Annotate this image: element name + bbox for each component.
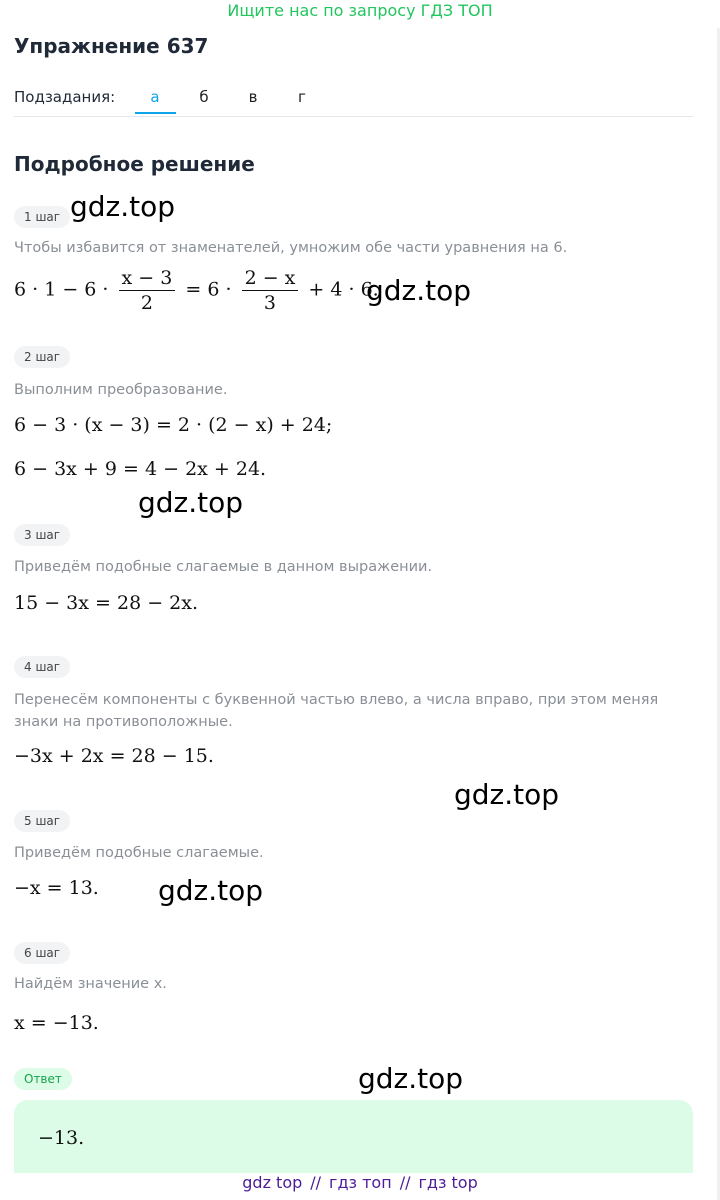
step-6-badge: 6 шаг bbox=[14, 942, 70, 964]
step-4-badge: 4 шаг bbox=[14, 656, 70, 678]
footer-links bbox=[0, 1173, 720, 1192]
watermark: gdz.top bbox=[366, 274, 472, 307]
step-1-equation bbox=[14, 266, 379, 315]
fraction-2-numerator: 2 − x bbox=[242, 266, 299, 291]
step-6-line-1: x = −13. bbox=[14, 1012, 99, 1034]
step-4-line-1: −3x + 2x = 28 − 15. bbox=[14, 745, 214, 767]
tabs-divider bbox=[14, 116, 693, 117]
tab-a[interactable]: а bbox=[150, 88, 160, 106]
watermark: gdz.top bbox=[138, 486, 244, 519]
step-1-badge: 1 шаг bbox=[14, 206, 70, 228]
section-title: Подробное решение bbox=[14, 152, 255, 176]
step-5-text: Приведём подобные слагаемые. bbox=[14, 845, 264, 861]
eq-part-c: + 4 · 6. bbox=[308, 278, 379, 301]
answer-box bbox=[14, 1100, 693, 1173]
footer-separator: // bbox=[310, 1173, 322, 1192]
promo-banner: Ищите нас по запросу ГДЗ ТОП bbox=[227, 1, 493, 20]
step-2-badge: 2 шаг bbox=[14, 346, 70, 368]
step-5-line-1: −x = 13. bbox=[14, 877, 99, 899]
tab-g[interactable]: г bbox=[298, 88, 306, 106]
step-3-line-1: 15 − 3x = 28 − 2x. bbox=[14, 592, 198, 614]
fraction-1 bbox=[119, 266, 176, 315]
page-title: Упражнение 637 bbox=[14, 34, 209, 58]
eq-part-a: 6 · 1 − 6 · bbox=[14, 278, 109, 301]
step-2-text: Выполним преобразование. bbox=[14, 382, 228, 398]
answer-badge: Ответ bbox=[14, 1068, 72, 1090]
watermark: gdz.top bbox=[358, 1062, 464, 1095]
step-5-badge: 5 шаг bbox=[14, 810, 70, 832]
subtasks-label: Подзадания: bbox=[14, 88, 116, 106]
step-2-line-2: 6 − 3x + 9 = 4 − 2x + 24. bbox=[14, 458, 267, 480]
tab-v[interactable]: в bbox=[248, 88, 258, 106]
step-4-text: Перенесём компоненты с буквенной частью влево, а числа вправо, при этом меняя знаки на противоположные. bbox=[14, 692, 659, 730]
fraction-2 bbox=[242, 266, 299, 315]
watermark: gdz.top bbox=[70, 190, 176, 223]
active-tab-indicator bbox=[135, 112, 176, 114]
step-6-text: Найдём значение x. bbox=[14, 976, 167, 992]
step-3-badge: 3 шаг bbox=[14, 524, 70, 546]
footer-link-1[interactable]: gdz top bbox=[242, 1173, 303, 1192]
eq-part-b: = 6 · bbox=[185, 278, 232, 301]
step-3-text: Приведём подобные слагаемые в данном выражении. bbox=[14, 559, 433, 575]
fraction-1-denominator: 2 bbox=[140, 292, 153, 314]
answer-value: −13. bbox=[38, 1127, 85, 1149]
footer-separator: // bbox=[399, 1173, 411, 1192]
step-1-text: Чтобы избавится от знаменателей, умножим обе части уравнения на 6. bbox=[14, 240, 568, 256]
footer-link-2[interactable]: гдз топ bbox=[329, 1173, 392, 1192]
fraction-2-denominator: 3 bbox=[263, 292, 277, 314]
fraction-1-numerator: x − 3 bbox=[119, 266, 176, 291]
footer-link-3[interactable]: гдз top bbox=[418, 1173, 478, 1192]
step-2-line-1: 6 − 3 · (x − 3) = 2 · (2 − x) + 24; bbox=[14, 414, 333, 436]
tab-b[interactable]: б bbox=[199, 88, 209, 106]
watermark: gdz.top bbox=[454, 778, 560, 811]
watermark: gdz.top bbox=[158, 874, 264, 907]
